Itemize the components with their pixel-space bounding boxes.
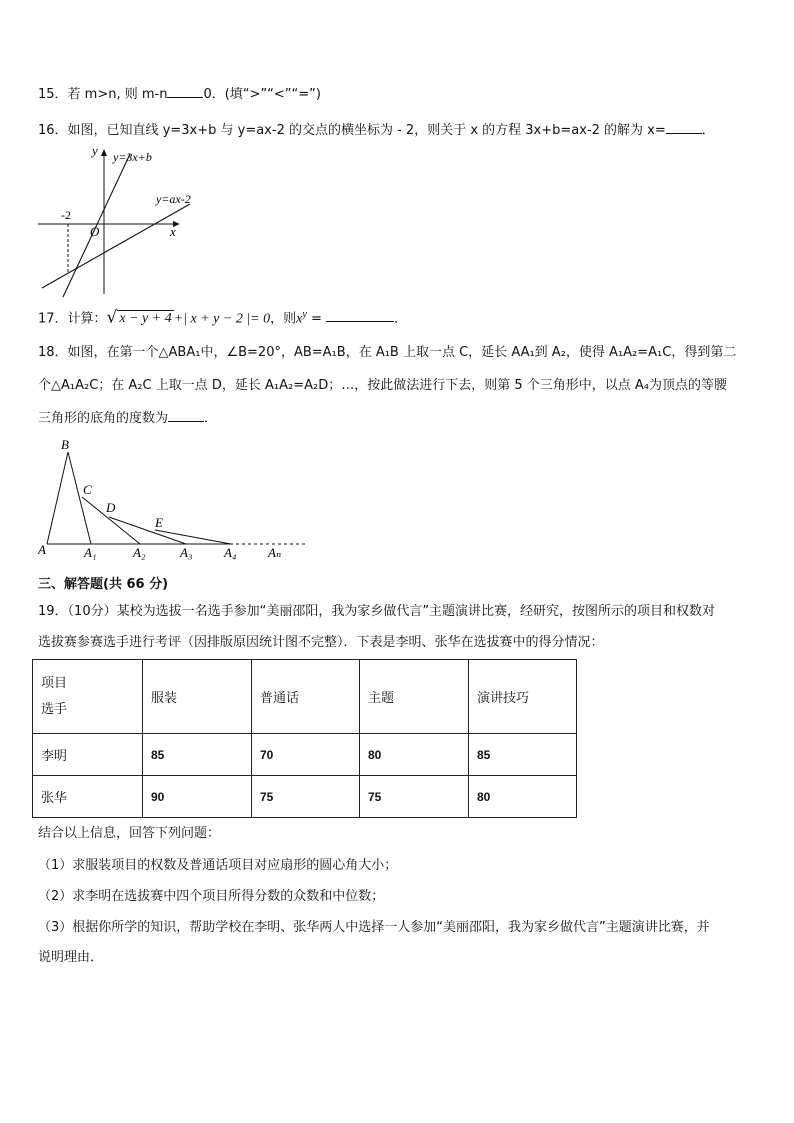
q15-text: 15．若 m>n, 则 m-n bbox=[38, 87, 168, 102]
table-header-cell: 主题 bbox=[360, 660, 469, 734]
q18-label-C: C bbox=[83, 482, 92, 497]
corner-top-label: 项目 bbox=[41, 675, 68, 691]
q17-answer-blank[interactable] bbox=[326, 307, 394, 322]
question-19-intro: 结合以上信息，回答下列问题： bbox=[38, 826, 221, 841]
q16-text: 16．如图，已知直线 y=3x+b 与 y=ax-2 的交点的横坐标为 - 2，则关于 x 的方程 3x+b=ax-2 的解为 x= bbox=[38, 123, 666, 138]
q16-origin-label: O bbox=[90, 224, 100, 239]
table-row-name: 李明 bbox=[33, 734, 143, 776]
table-header-cell: 服装 bbox=[143, 660, 252, 734]
question-19-line-1: 19．（10分）某校为选拔一名选手参加“美丽邵阳，我为家乡做代言”主题演讲比赛，经研究，按图所示的项目和权数对 bbox=[38, 604, 716, 619]
q18-label-B: B bbox=[61, 437, 69, 452]
table-header-row bbox=[33, 660, 577, 734]
question-16 bbox=[38, 119, 715, 140]
q18-segment-DA3 bbox=[109, 517, 186, 544]
q18-tail: ． bbox=[204, 411, 218, 426]
question-19-line-2: 选拔赛参赛选手进行考评（因排版原因统计图不完整）．下表是李明、张华在选拔赛中的得分情况： bbox=[38, 635, 604, 650]
table-cell: 85 bbox=[143, 734, 252, 776]
corner-bottom-label: 选手 bbox=[41, 701, 68, 717]
section-3-title: 三、解答题(共 66 分) bbox=[38, 577, 169, 592]
q15-answer-blank[interactable] bbox=[167, 83, 203, 98]
q18-label-E: E bbox=[155, 515, 163, 530]
q16-tail: ． bbox=[701, 123, 715, 138]
table-row-name: 张华 bbox=[33, 776, 143, 818]
q17-text: 17．计算： bbox=[38, 311, 107, 327]
q17-power-exp: y bbox=[302, 309, 307, 320]
q16-answer-blank[interactable] bbox=[666, 119, 702, 134]
table-cell: 80 bbox=[469, 776, 577, 818]
q18-label-An: Aₙ bbox=[268, 545, 282, 560]
q17-power-base: x bbox=[296, 311, 303, 327]
q18-answer-blank[interactable] bbox=[168, 407, 204, 422]
q16-x-label: x bbox=[170, 224, 176, 239]
table-cell: 70 bbox=[252, 734, 360, 776]
question-19-sub-3b: 说明理由． bbox=[38, 950, 104, 965]
sqrt-sign: √ bbox=[106, 307, 118, 328]
table-cell: 75 bbox=[252, 776, 360, 818]
q15-tail: 0．(填“>”“<”“=”) bbox=[203, 87, 321, 102]
table-row bbox=[33, 734, 577, 776]
score-table bbox=[32, 659, 577, 818]
q16-y-arrow bbox=[101, 149, 107, 156]
question-19-sub-2: （2）求李明在选拔赛中四个项目所得分数的众数和中位数； bbox=[38, 889, 385, 904]
table-cell: 85 bbox=[469, 734, 577, 776]
question-18-line-3 bbox=[38, 407, 217, 428]
q18-figure bbox=[35, 432, 315, 564]
q18-segment-AB bbox=[47, 452, 68, 544]
table-header-cell: 普通话 bbox=[252, 660, 360, 734]
q18-label-D: D bbox=[106, 500, 116, 515]
q16-y-label: y bbox=[92, 143, 98, 158]
table-header-cell: 演讲技巧 bbox=[469, 660, 577, 734]
table-row bbox=[33, 776, 577, 818]
q17-abs-expr: +| x + y − 2 |= 0 bbox=[173, 311, 271, 327]
question-18-line-1: 18．如图，在第一个△ABA₁中，∠B=20°，AB=A₁B，在 A₁B 上取一点 C，延长 AA₁到 A₂，使得 A₁A₂=A₁C，得到第二 bbox=[38, 345, 737, 360]
q16-line1-label: y=3x+b bbox=[113, 150, 152, 164]
q18-label-A3: A₃ bbox=[180, 545, 193, 560]
question-18-line-2: 个△A₁A₂C；在 A₂C 上取一点 D，延长 A₁A₂=A₂D；…，按此做法进行下去，则第 5 个三角形中，以点 A₄为顶点的等腰 bbox=[38, 378, 727, 393]
table-cell: 80 bbox=[360, 734, 469, 776]
q17-then: ，则 bbox=[270, 311, 297, 327]
q17-eq: = bbox=[306, 311, 326, 327]
q18-label-A4: A₄ bbox=[224, 545, 237, 560]
table-cell: 90 bbox=[143, 776, 252, 818]
q16-figure bbox=[30, 140, 220, 300]
q17-radicand: x − y + 4 bbox=[119, 311, 172, 327]
question-15 bbox=[38, 83, 321, 104]
q18-segment-BA1 bbox=[68, 452, 91, 544]
q16-tick-label: -2 bbox=[61, 208, 71, 222]
table-corner-cell bbox=[33, 660, 143, 734]
q18-label-A2: A₂ bbox=[133, 545, 146, 560]
question-17 bbox=[38, 306, 407, 328]
q17-tail: ． bbox=[394, 311, 408, 327]
q18-line3-text: 三角形的底角的度数为 bbox=[38, 411, 169, 426]
question-19-sub-1: （1）求服装项目的权数及普通话项目对应扇形的圆心角大小； bbox=[38, 858, 398, 873]
q18-label-A: A bbox=[38, 542, 46, 557]
q18-label-A1: A₁ bbox=[84, 545, 97, 560]
q16-line2-label: y=ax-2 bbox=[156, 192, 191, 206]
table-cell: 75 bbox=[360, 776, 469, 818]
question-19-sub-3a: （3）根据你所学的知识，帮助学校在李明、张华两人中选择一人参加“美丽邵阳，我为家乡做代言”主题演讲比赛，并 bbox=[38, 920, 710, 935]
